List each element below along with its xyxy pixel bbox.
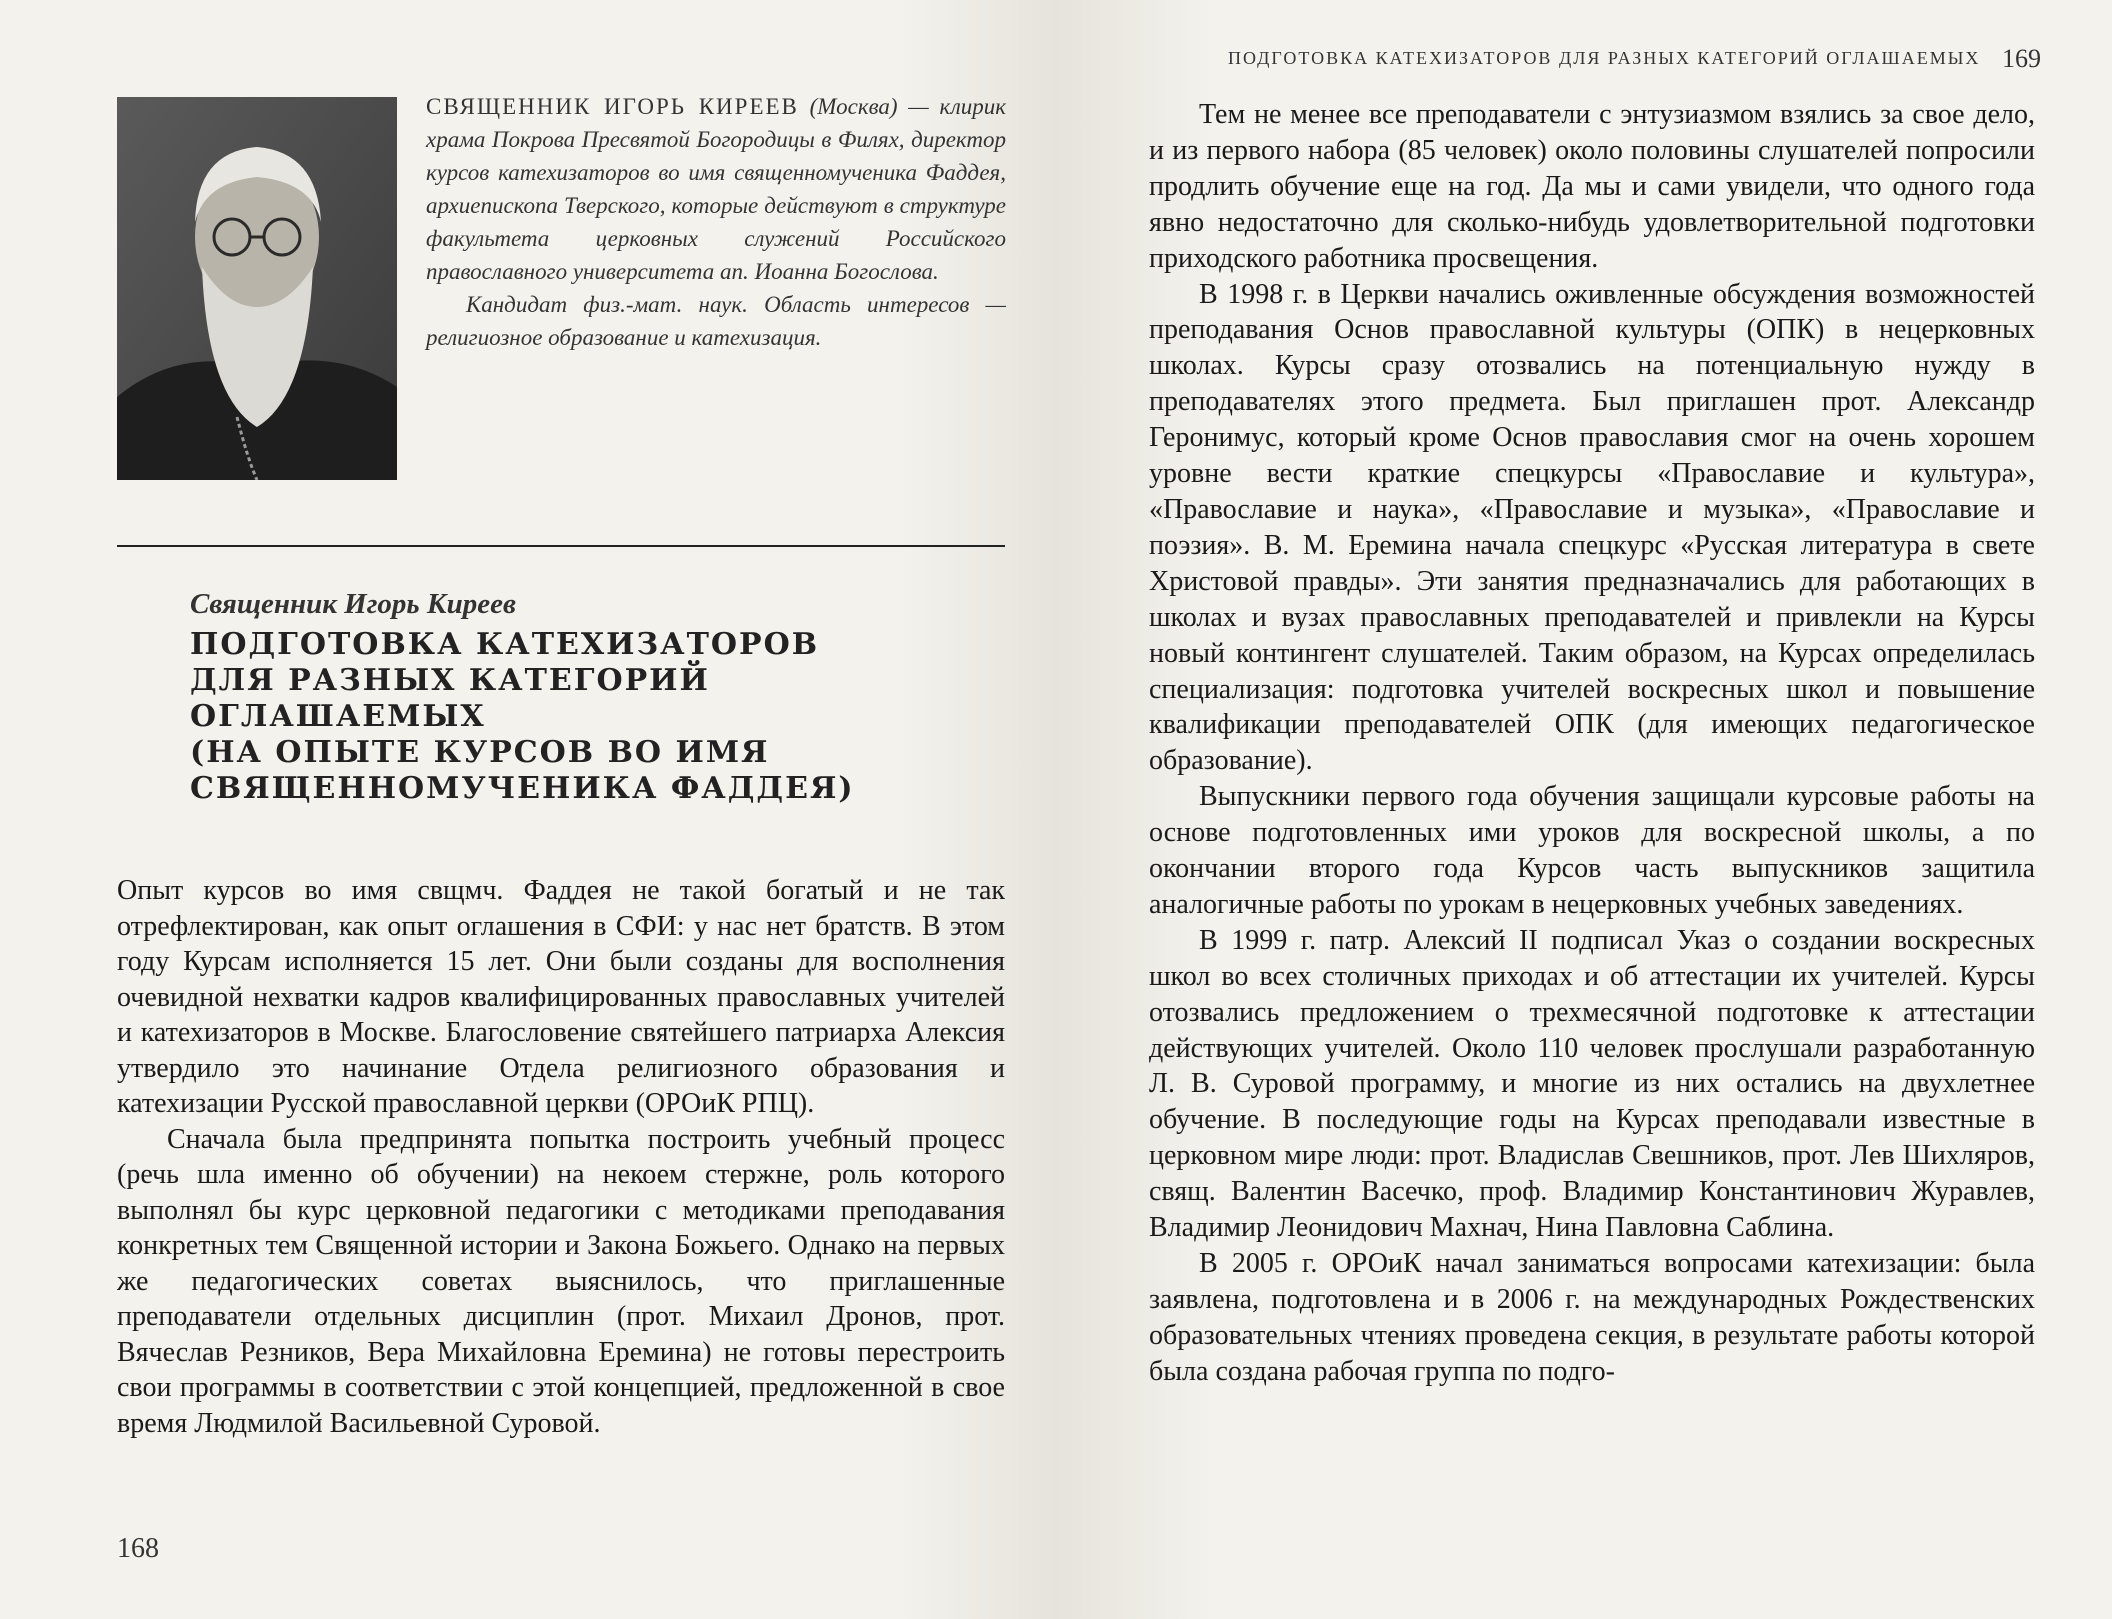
title-line: (НА ОПЫТЕ КУРСОВ ВО ИМЯ [190, 735, 770, 770]
left-page-body [117, 873, 1005, 1441]
article-author: Священник Игорь Киреев [190, 588, 516, 620]
paragraph: В 2005 г. ОРОиК начал заниматься вопросами катехизации: была заявлена, подготовлена и в 2006 г. на международных Рождественских образовательных чтениях проведена секция, в результате работы которой была создана рабочая группа по подго- [1149, 1248, 2035, 1387]
article-title [190, 627, 1010, 807]
paragraph: Сначала была предпринята попытка построить учебный процесс (речь шла именно об обучении) на некоем стержне, роль которого выполнял бы курс церковной педагогики с методиками преподавания конкретных тем Священной истории и Закона Божьего. Однако на первых же педагогических советах выяснилось, что приглашенные преподаватели отдельных дисциплин (прот. Михаил Дронов, прот. Вячеслав Резников, Вера Михайловна Еремина) не готовы перестроить свои программы в соответствии с этой концепцией, предложенной в свое время Людмилой Васильевной Суровой. [117, 1123, 1005, 1439]
running-head: ПОДГОТОВКА КАТЕХИЗАТОРОВ ДЛЯ РАЗНЫХ КАТЕГОРИЙ ОГЛАШАЕМЫХ [1228, 48, 1981, 68]
bio-name: СВЯЩЕННИК ИГОРЬ КИРЕЕВ [426, 94, 799, 119]
section-divider [117, 545, 1005, 547]
paragraph: Тем не менее все преподаватели с энтузиазмом взялись за свое дело, и из первого набора (85 человек) около половины слушателей попросили продлить обучение еще на год. Да мы и сами увидели, что одного года явно недостаточно для сколько-нибудь удовлетворительной подготовки приходского работника просвещения. [1149, 99, 2035, 274]
paragraph: Выпускники первого года обучения защищали курсовые работы на основе подготовленных ими уроков для воскресной школы, а по окончании второго года Курсов часть выпускников защитила аналогичные работы по урокам в нецерковных учебных заведениях. [1149, 781, 2035, 920]
title-line: СВЯЩЕННОМУЧЕНИКА ФАДДЕЯ) [190, 771, 855, 806]
title-line: ПОДГОТОВКА КАТЕХИЗАТОРОВ [190, 627, 820, 662]
paragraph: Опыт курсов во имя свщмч. Фаддея не такой богатый и не так отрефлектирован, как опыт оглашения в СФИ: у нас нет братств. В этом году Курсам исполняется 15 лет. Они были созданы для восполнения очевидной нехватки кадров квалифицированных православных учителей и катехизаторов в Москве. Благословение святейшего патриарха Алексия утвердило это начинание Отдела религиозного образования и катехизации Русской православной церкви (ОРОиК РПЦ). [117, 875, 1005, 1119]
paragraph: В 1999 г. патр. Алексий II подписал Указ о создании воскресных школ во всех столичных приходах и об аттестации их учителей. Курсы отозвались предложением о трехмесячной подготовке к аттестации действующих учителей. Около 110 человек прослушали разработанную Л. В. Суровой программу, и многие из них остались на двухлетнее обучение. В последующие годы на Курсах преподавали известные в церковном мире люди: прот. Владислав Свешников, прот. Лев Шихляров, свящ. Валентин Васечко, проф. Владимир Константинович Журавлев, Владимир Леонидович Махнач, Нина Павловна Саблина. [1149, 924, 2035, 1244]
title-line: ДЛЯ РАЗНЫХ КАТЕГОРИЙ ОГЛАШАЕМЫХ [190, 663, 710, 734]
author-portrait-image [117, 97, 397, 480]
bio-text: (Москва) — клирик храма Покрова Пресвятой Богородицы в Филях, директор курсов катехизаторов во имя священномученика Фаддея, архиепископа Тверского, которые действуют в структуре факультета церковных служений Российского православного университета ап. Иоанна Богослова. [426, 94, 1006, 284]
page-number: 169 [2002, 44, 2041, 73]
author-photo [117, 97, 397, 480]
page-number: 168 [117, 1533, 159, 1564]
bio-degree: Кандидат физ.-мат. наук. Область интересов — религиозное образование и катехизация. [426, 292, 1006, 350]
right-page-body [1149, 97, 2035, 1390]
paragraph: В 1998 г. в Церкви начались оживленные обсуждения возможностей преподавания Основ православной культуры (ОПК) в нецерковных школах. Курсы сразу отозвались на потенциальную нужду в преподавателях этого предмета. Был приглашен прот. Александр Геронимус, который кроме Основ православия смог на очень хорошем уровне вести краткие спецкурсы «Православие и культура», «Православие и наука», «Православие и музыка», «Православие и поэзия». В. М. Еремина начала спецкурс «Русская литература в свете Христовой правды». Эти занятия предназначались для работающих в школах и вузах православных преподавателей и привлекли на Курсы новый контингент слушателей. Таким образом, на Курсах определилась специализация: подготовка учителей воскресных школ и повышение квалификации преподавателей ОПК (для имеющих педагогическое образование). [1149, 278, 2035, 777]
author-bio [426, 90, 1006, 354]
